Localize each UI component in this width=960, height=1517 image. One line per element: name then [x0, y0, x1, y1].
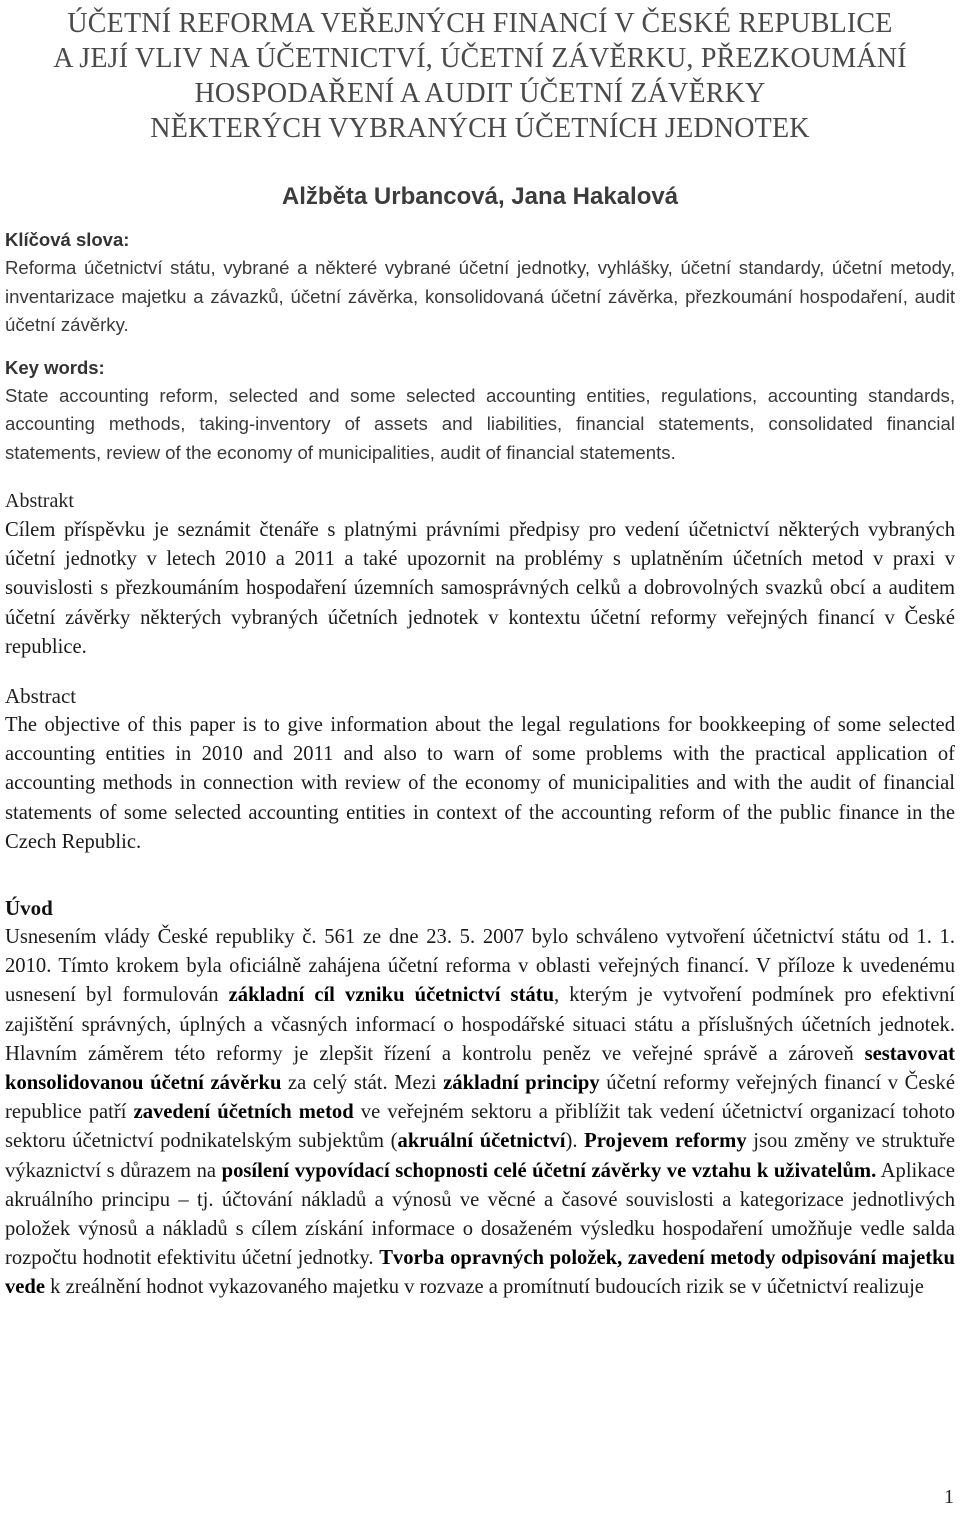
title-line: HOSPODAŘENÍ A AUDIT ÚČETNÍ ZÁVĚRKY [194, 78, 766, 109]
uvod-text-segment: Usnesením vlády České republiky č. 561 ze dne 23. 5. 2007 bylo schváleno vytvoření účetnictví státu od 1. 1. 2010. Tímto krokem byla oficiálně zahájena účetní reforma v oblasti veřejných financí. V příloze k uvedenému usnesení byl formulován [5, 926, 955, 1007]
uvod-heading: Úvod [5, 896, 53, 921]
keywords-en-text: State accounting reform, selected and some selected accounting entities, regulations, accounting standards, accounting methods, taking-inventory of assets and liabilities, financial statements, consolidated financial statements, review of the economy of municipalities, audit of financial statements. [5, 384, 955, 463]
keywords-en-heading: Key words: [5, 356, 105, 378]
uvod-text-segment: jsou změny ve struktuře výkaznictví s důrazem na [5, 1130, 955, 1182]
uvod-bold-segment: akruální účetnictví [397, 1130, 566, 1153]
keywords-cs-heading: Klíčová slova: [5, 229, 130, 250]
uvod-text-segment: ). [565, 1130, 585, 1153]
abstract-text: The objective of this paper is to give information about the legal regulations for bookkeeping of some selected accounting entities in 2010 and 2011 and also to warn of some problems with the practical application of accounting methods in connection with review of the economy of municipalities and with the audit of financial statements of some selected accounting entities in context of the accounting reform of the public finance in the Czech Republic. [5, 714, 955, 853]
uvod-text-segment: , kterým je vytvoření podmínek pro efektivní zajištění správných, úplných a včasných informací o hospodářské situaci státu a příslušných účetních jednotek. Hlavním záměrem této reformy je zlepšit řízení a kontrolu peněz ve veřejné správě a zároveň [5, 984, 956, 1065]
uvod-text-segment: účetní reformy veřejných financí v České republice patří [5, 1072, 955, 1124]
uvod-bold-segment: základní principy [443, 1072, 600, 1095]
abstrakt-text: Cílem příspěvku je seznámit čtenáře s platnými právními předpisy pro vedení účetnictví některých vybraných účetní jednotky v letech 2010 a 2011 a také upozornit na problémy s uplatněním účetních metod v praxi v souvislosti s přezkoumáním hospodaření územních samosprávných celků a dobrovolných svazků obcí a auditem účetní závěrky některých vybraných účetních jednotek v kontextu účetní reformy veřejných financí v České republice. [5, 519, 955, 658]
page-number: 1 [944, 1486, 954, 1508]
uvod-bold-segment: Tvorba opravných položek, zavedení metody odpisování majetku vede [5, 1247, 955, 1299]
title-line: ÚČETNÍ REFORMA VEŘEJNÝCH FINANCÍ V ČESKÉ REPUBLICE [67, 8, 893, 39]
uvod-bold-segment: posílení vypovídací schopnosti celé účetní závěrky ve vztahu k uživatelům. [221, 1159, 877, 1182]
abstrakt-heading: Abstrakt [5, 490, 74, 512]
uvod-bold-segment: Projevem reformy [584, 1130, 747, 1153]
title-line: NĚKTERÝCH VYBRANÝCH ÚČETNÍCH JEDNOTEK [150, 113, 810, 144]
uvod-text-segment: za celý stát. Mezi [281, 1072, 444, 1095]
uvod-paragraph [5, 923, 955, 1303]
uvod-bold-segment: základní cíl vzniku účetnictví státu [228, 984, 555, 1007]
uvod-bold-segment: sestavovat konsolidovanou účetní závěrku [5, 1042, 955, 1095]
paper-title [5, 0, 955, 146]
uvod-text-segment: ve veřejném sektoru a přiblížit tak vedení účetnictví organizací tohoto sektoru účetnictví podnikatelským subjektům ( [5, 1101, 955, 1153]
uvod-text-segment: k zreálnění hodnot vykazovaného majetku v rozvaze a promítnutí budoucích rizik se v účetnictví realizuje [45, 1276, 924, 1299]
authors: Alžběta Urbancová, Jana Hakalová [281, 183, 679, 210]
title-line: A JEJÍ VLIV NA ÚČETNICTVÍ, ÚČETNÍ ZÁVĚRKU, PŘEZKOUMÁNÍ [53, 43, 907, 74]
abstract-heading: Abstract [5, 684, 77, 709]
uvod-text-segment: Aplikace akruálního principu – tj. účtování nákladů a výnosů ve věcné a časové souvislosti a kategorizace jednotlivých položek výnosů a nákladů s cílem získání informace o dosaženém výsledku hospodaření umožňuje vedle salda rozpočtu hodnotit efektivitu účetní jednotky. [5, 1159, 955, 1270]
document-page [5, 0, 955, 1303]
keywords-cs-text: Reforma účetnictví státu, vybrané a některé vybrané účetní jednotky, vyhlášky, účetní standardy, účetní metody, inventarizace majetku a závazků, účetní závěrka, konsolidovaná účetní závěrka, přezkoumání hospodaření, audit účetní závěrky. [5, 257, 955, 335]
uvod-bold-segment: zavedení účetních metod [133, 1101, 354, 1124]
